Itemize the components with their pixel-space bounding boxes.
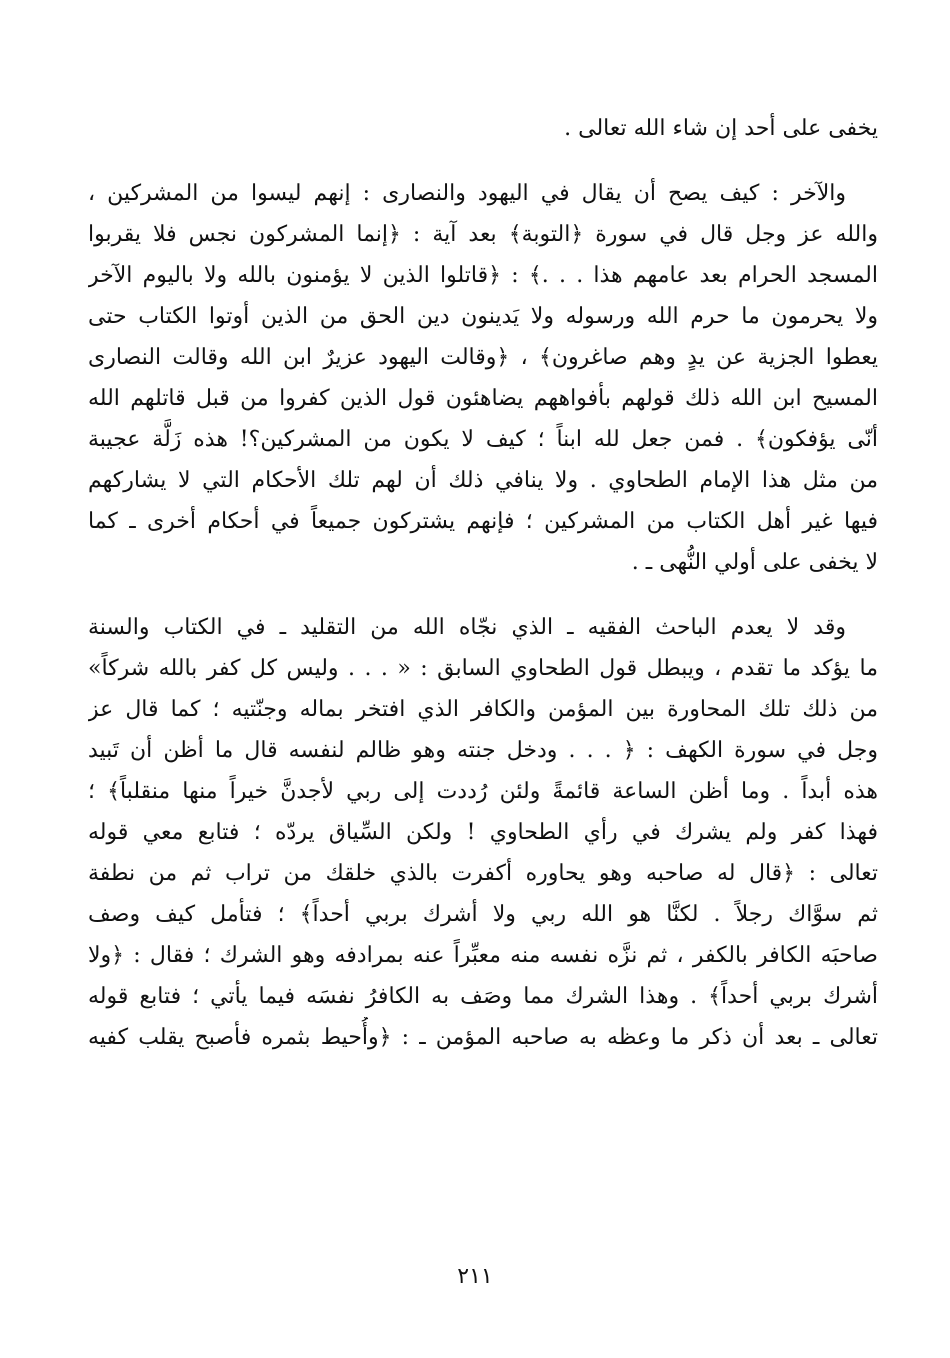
page-number: ٢١١ <box>457 1264 493 1289</box>
text-line: المسيح ابن الله ذلك قولهم بأفواههم يضاهئون قول الذين كفروا من قبل قاتلهم الله <box>88 386 878 411</box>
text-line: صاحبَه الكافر بالكفر ، ثم نزَّه نفسه منه معبِّراً عنه بمرادفه وهو الشرك ؛ فقال : ﴿ولا <box>88 943 878 968</box>
text-line: يخفى على أحد إن شاء الله تعالى . <box>564 116 878 141</box>
text-line: يعطوا الجزية عن يدٍ وهم صاغرون﴾ ، ﴿وقالت اليهود عزيرٌ ابن الله وقالت النصارى <box>88 345 878 370</box>
paragraph <box>88 607 878 1058</box>
text-line: ولا يحرمون ما حرم الله ورسوله ولا يَدينون دين الحق من الذين أوتوا الكتاب حتى <box>88 304 878 329</box>
paragraph <box>88 173 878 583</box>
text-line: من مثل هذا الإمام الطحاوي . ولا ينافي ذلك أن لهم تلك الأحكام التي لا يشاركهم <box>88 468 878 493</box>
text-line: والله عز وجل قال في سورة ﴿التوبة﴾ بعد آية : ﴿إنما المشركون نجس فلا يقربوا <box>88 222 878 247</box>
page-body <box>88 108 878 1058</box>
text-line: من ذلك تلك المحاورة بين المؤمن والكافر الذي افتخر بماله وجنّتيه ؛ كما قال عز <box>88 697 878 722</box>
text-line: تعالى : ﴿قال له صاحبه وهو يحاوره أكفرت بالذي خلقك من تراب ثم من نطفة <box>88 861 878 886</box>
text-line: لا يخفى على أولي النُّهى ـ . <box>631 550 878 575</box>
text-line: المسجد الحرام بعد عامهم هذا . . .﴾ : ﴿قاتلوا الذين لا يؤمنون بالله ولا باليوم الآخر <box>88 263 878 288</box>
text-line: هذه أبداً . وما أظن الساعة قائمةً ولئن رُددت إلى ربي لأجدنَّ خيراً منها منقلباً﴾ ؛ <box>88 779 878 804</box>
text-line: ثم سوَّاك رجلاً . لكنَّا هو الله ربي ولا أشرك بربي أحداً﴾ ؛ فتأمل كيف وصف <box>88 902 878 927</box>
text-line: فيها غير أهل الكتاب من المشركين ؛ فإنهم يشتركون جميعاً في أحكام أخرى ـ كما <box>88 509 878 534</box>
text-line: أنّى يؤفكون﴾ . فمن جعل لله ابناً ؛ كيف لا يكون من المشركين؟! هذه زَلَّة عجيبة <box>88 427 878 452</box>
text-line: تعالى ـ بعد أن ذكر ما وعظه به صاحبه المؤمن ـ : ﴿وأُحيط بثمره فأصبح يقلب كفيه <box>88 1025 878 1050</box>
text-line: وقد لا يعدم الباحث الفقيه ـ الذي نجّاه الله من التقليد ـ في الكتاب والسنة <box>88 615 846 640</box>
text-line: والآخر : كيف يصح أن يقال في اليهود والنصارى : إنهم ليسوا من المشركين ، <box>88 181 847 206</box>
text-line: أشرك بربي أحداً﴾ . وهذا الشرك مما وصَف به الكافرُ نفسَه فيما يأتي ؛ فتابع قوله <box>88 984 878 1009</box>
text-line: فهذا كفر ولم يشرك في رأي الطحاوي ! ولكن السِّياق يردّه ؛ فتابع معي قوله <box>88 820 878 845</box>
text-line: وجل في سورة الكهف : ﴿ . . . ودخل جنته وهو ظالم لنفسه قال ما أظن أن تَبيد <box>88 738 878 763</box>
paragraph <box>88 108 878 149</box>
text-line: ما يؤكد ما تقدم ، ويبطل قول الطحاوي السابق : « . . . وليس كل كفر بالله شركاً» <box>88 656 878 681</box>
